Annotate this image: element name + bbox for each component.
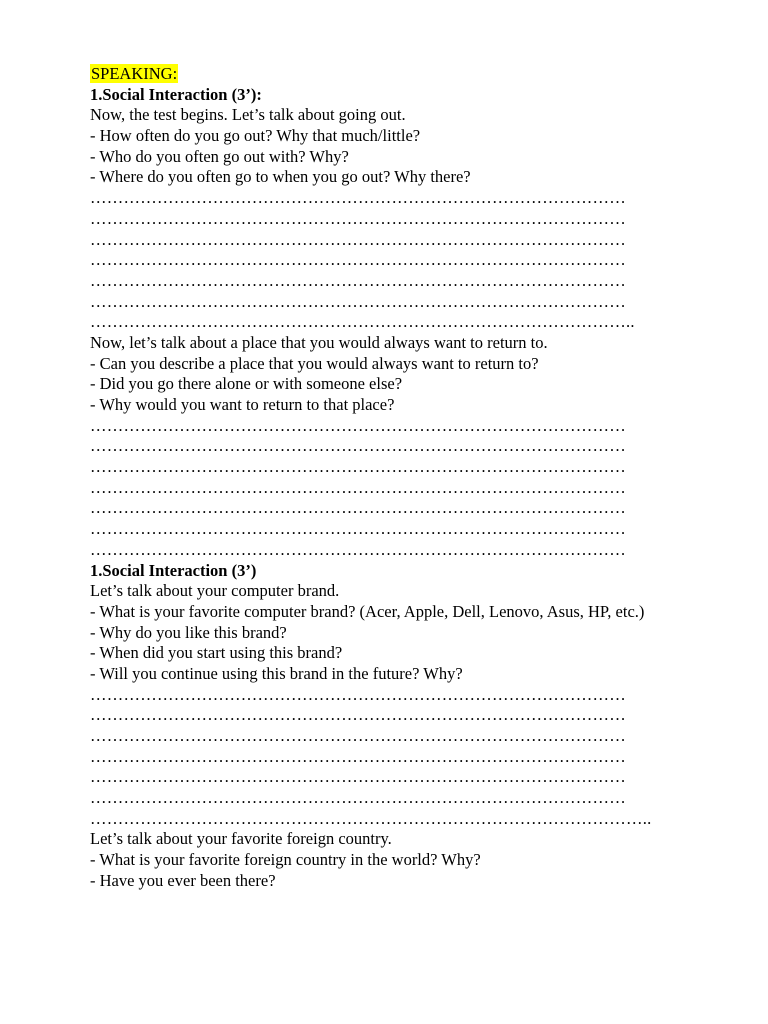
answer-line[interactable]: …………………………………………………………………………………… xyxy=(90,229,626,249)
section1-question: - Why would you want to return to that place? xyxy=(90,395,395,414)
answer-line[interactable]: …………………………………………………………………………………… xyxy=(90,250,626,270)
answer-line[interactable]: …………………………………………………………………………………… xyxy=(90,208,626,228)
answer-line[interactable]: …………………………………………………………………………………… xyxy=(90,498,626,518)
answer-line[interactable]: …………………………………………………………………………………… xyxy=(90,539,626,559)
answer-line[interactable]: …………………………………………………………………………………….. xyxy=(90,312,635,332)
answer-line[interactable]: ……………………………………………………………………………………….. xyxy=(90,808,652,828)
answer-line[interactable]: …………………………………………………………………………………… xyxy=(90,684,626,704)
section2-question: - When did you start using this brand? xyxy=(90,643,343,663)
speaking-title: SPEAKING: xyxy=(91,64,178,83)
section2-question: - What is your favorite foreign country in the world? Why? xyxy=(90,850,481,870)
answer-line[interactable]: …………………………………………………………………………………… xyxy=(90,767,626,787)
section2-question: - Have you ever been there? xyxy=(90,870,276,890)
answer-line[interactable]: …………………………………………………………………………………… xyxy=(90,415,626,435)
answer-line[interactable]: …………………………………………………………………………………… xyxy=(90,519,626,539)
answer-line[interactable]: …………………………………………………………………………………… xyxy=(90,291,626,311)
section1-heading: 1.Social Interaction (3’): xyxy=(90,84,262,104)
answer-line[interactable]: …………………………………………………………………………………… xyxy=(90,477,626,497)
section1-question: - Can you describe a place that you would always want to return to? xyxy=(90,353,539,373)
answer-line[interactable]: …………………………………………………………………………………… xyxy=(90,726,626,746)
document-page xyxy=(90,64,690,892)
answer-line[interactable]: …………………………………………………………………………………… xyxy=(90,457,626,477)
section1-intro2: Now, let’s talk about a place that you would always want to return to. xyxy=(90,332,548,352)
title-line xyxy=(90,64,690,85)
answer-line[interactable]: …………………………………………………………………………………… xyxy=(90,188,626,208)
section1-question: - Who do you often go out with? Why? xyxy=(90,146,349,166)
section2-intro2: Let’s talk about your favorite foreign country. xyxy=(90,829,392,849)
section2-question: - Why do you like this brand? xyxy=(90,622,287,642)
section1-question: - How often do you go out? Why that much/little? xyxy=(90,126,421,146)
answer-line[interactable]: …………………………………………………………………………………… xyxy=(90,705,626,725)
section2-question: - Will you continue using this brand in the future? Why? xyxy=(90,663,463,683)
section1-question: - Where do you often go to when you go out? Why there? xyxy=(90,167,471,187)
section2-question: - What is your favorite computer brand? (Acer, Apple, Dell, Lenovo, Asus, HP, etc.) xyxy=(90,601,645,621)
answer-line[interactable]: …………………………………………………………………………………… xyxy=(90,270,626,290)
answer-line[interactable]: …………………………………………………………………………………… xyxy=(90,746,626,766)
section1-question: - Did you go there alone or with someone else? xyxy=(90,374,403,394)
section2-heading: 1.Social Interaction (3’) xyxy=(90,560,257,580)
answer-line[interactable]: …………………………………………………………………………………… xyxy=(90,436,626,456)
section2-intro: Let’s talk about your computer brand. xyxy=(90,581,340,601)
answer-line[interactable]: …………………………………………………………………………………… xyxy=(90,788,626,808)
section1-intro: Now, the test begins. Let’s talk about going out. xyxy=(90,105,406,125)
